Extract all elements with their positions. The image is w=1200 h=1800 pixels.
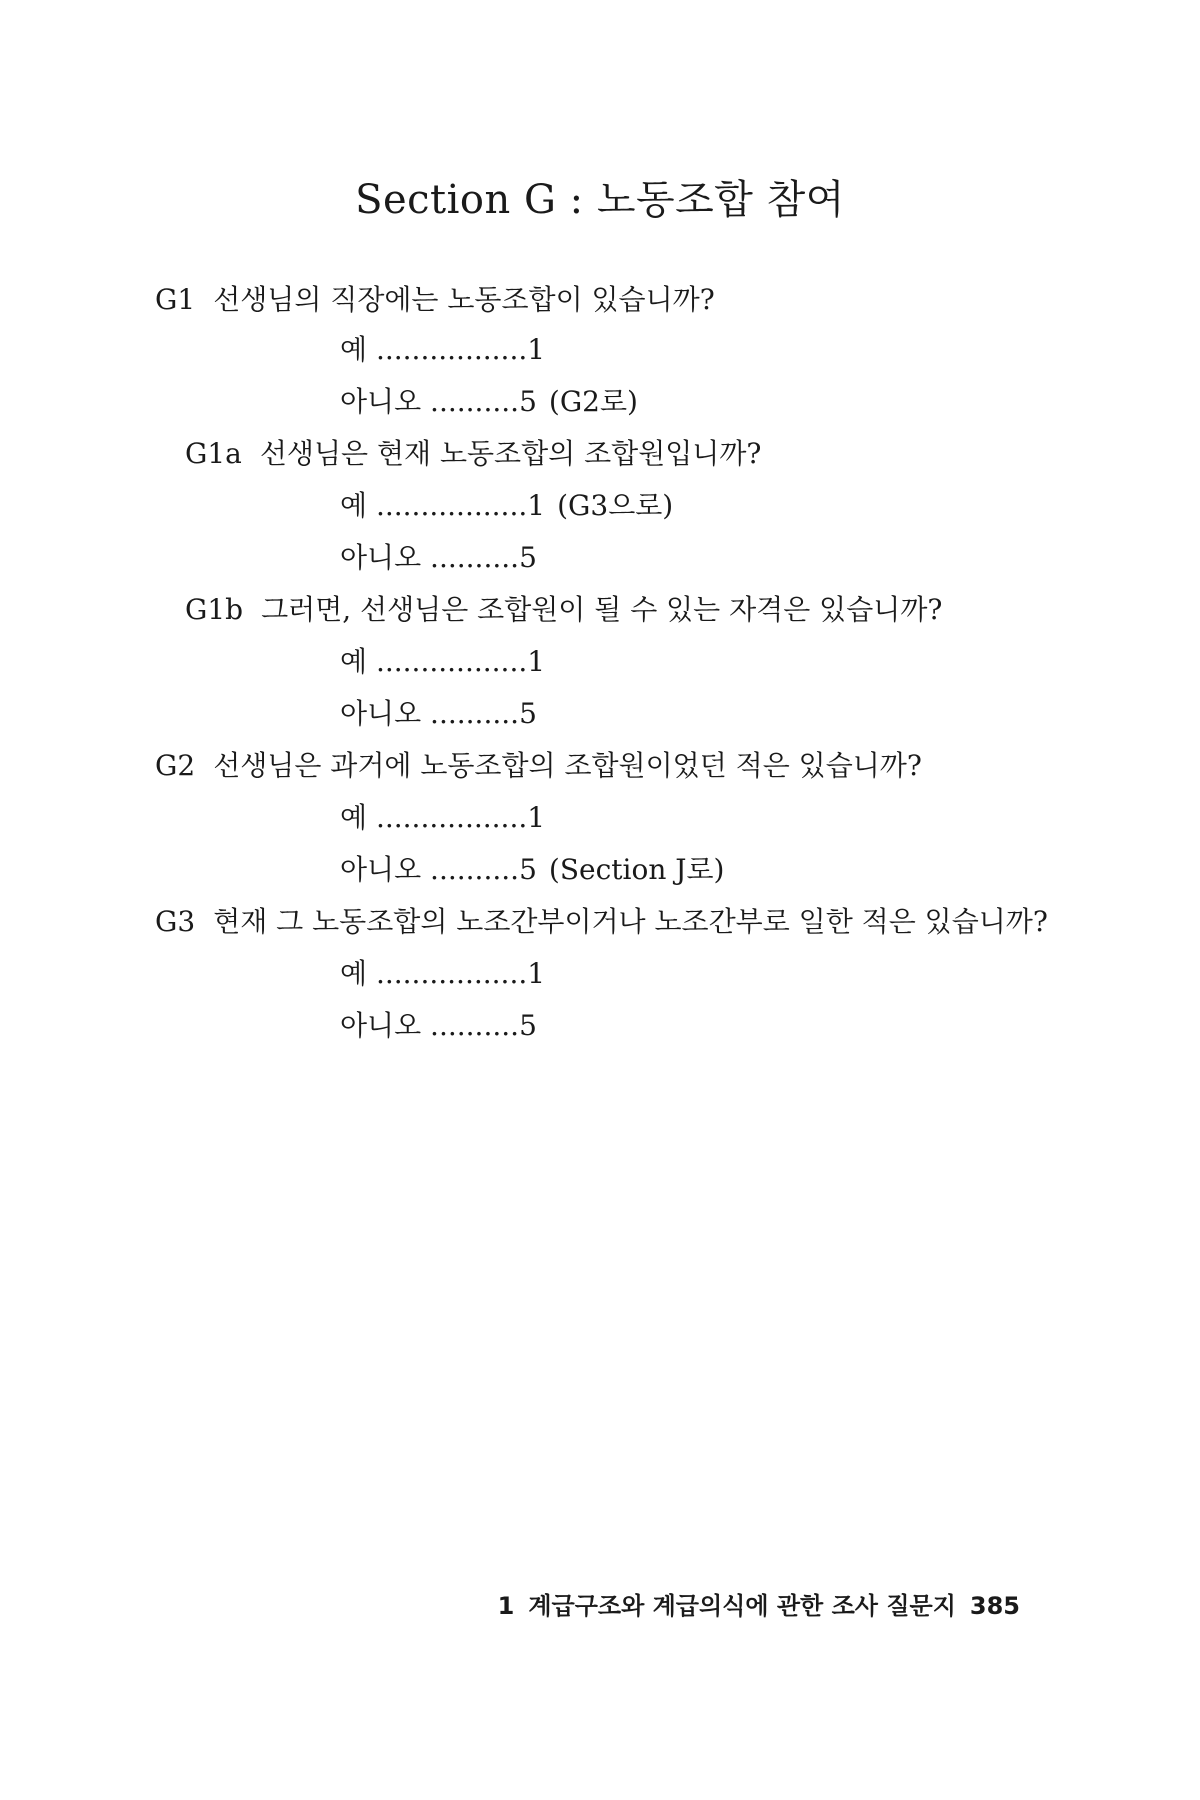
chapter-title: 계급구조와 계급의식에 관한 조사 질문지	[528, 1592, 956, 1620]
question-id: G1b	[185, 593, 244, 626]
option-code: 1	[527, 801, 546, 834]
option-label: 예 .................	[340, 333, 528, 366]
option-note: (Section J로)	[548, 853, 725, 886]
answer-option	[340, 484, 673, 524]
question-text: 현재 그 노동조합의 노조간부이거나 노조간부로 일한 적은 있습니까?	[213, 905, 1048, 938]
option-label: 예 .................	[340, 489, 528, 522]
option-code: 1	[527, 645, 546, 678]
answer-option	[340, 848, 724, 888]
option-label: 아니오 ..........	[340, 1009, 520, 1042]
question-g1b	[185, 588, 942, 628]
option-code: 1	[527, 333, 546, 366]
answer-option	[340, 328, 557, 368]
question-g1a	[185, 432, 761, 472]
option-label: 아니오 ..........	[340, 541, 520, 574]
question-text: 선생님은 과거에 노동조합의 조합원이었던 적은 있습니까?	[213, 749, 922, 782]
option-code: 5	[519, 541, 537, 574]
option-label: 아니오 ..........	[340, 697, 520, 730]
question-id: G3	[155, 905, 196, 938]
option-label: 아니오 ..........	[340, 385, 520, 418]
answer-option	[340, 796, 557, 836]
question-text: 그러면, 선생님은 조합원이 될 수 있는 자격은 있습니까?	[261, 593, 943, 626]
question-g3	[155, 900, 1048, 940]
question-id: G1a	[185, 437, 242, 470]
answer-option	[340, 692, 549, 732]
answer-option	[340, 536, 549, 576]
page-number: 385	[969, 1592, 1020, 1620]
option-code: 5	[519, 385, 537, 418]
option-note: (G3으로)	[557, 489, 674, 522]
section-title: Section G : 노동조합 참여	[355, 177, 845, 223]
option-code: 1	[527, 489, 546, 522]
option-label: 예 .................	[340, 957, 528, 990]
question-text: 선생님은 현재 노동조합의 조합원입니까?	[259, 437, 762, 470]
question-id: G2	[155, 749, 196, 782]
page-footer	[498, 1586, 1020, 1621]
option-code: 5	[519, 853, 537, 886]
question-text: 선생님의 직장에는 노동조합이 있습니까?	[213, 283, 715, 316]
answer-option	[340, 640, 557, 680]
question-g1	[155, 278, 715, 318]
option-note: (G2로)	[548, 385, 638, 418]
option-label: 예 .................	[340, 645, 528, 678]
chapter-number: 1	[497, 1592, 515, 1620]
answer-option	[340, 952, 557, 992]
option-code: 5	[519, 697, 537, 730]
option-code: 5	[519, 1009, 537, 1042]
option-label: 예 .................	[340, 801, 528, 834]
answer-option	[340, 1004, 549, 1044]
question-g2	[155, 744, 922, 784]
question-id: G1	[155, 283, 196, 316]
option-code: 1	[527, 957, 546, 990]
answer-option	[340, 380, 638, 420]
option-label: 아니오 ..........	[340, 853, 520, 886]
